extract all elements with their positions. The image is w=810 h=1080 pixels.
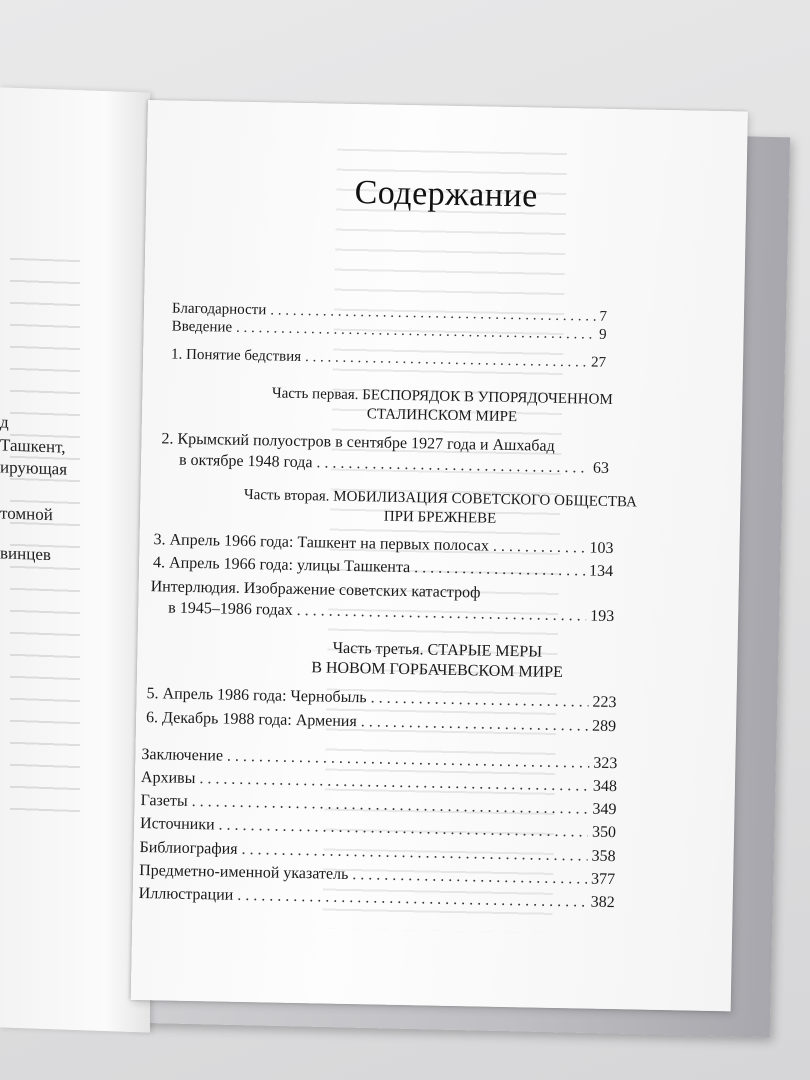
page-title: Содержание	[354, 173, 539, 215]
toc-entry-page: 9	[598, 326, 607, 343]
toc-entry-label: Библиография	[139, 838, 238, 858]
toc-entry-label-continued: в октябре 1948 года	[178, 451, 313, 472]
toc-entry-page: 289	[591, 717, 617, 736]
dot-leader	[305, 349, 587, 371]
toc-entry-page: 223	[592, 693, 617, 712]
toc-entry-label: Иллюстрации	[138, 884, 234, 904]
toc-entry	[171, 346, 606, 371]
toc-entry-label-continued: в 1945–1986 годах	[168, 599, 293, 619]
toc-entry	[140, 815, 616, 842]
toc-entry-page: 193	[590, 607, 615, 626]
toc-entry-page: 348	[592, 777, 618, 796]
toc-entry-label: Предметно-именной указатель	[139, 861, 349, 883]
contents-page	[131, 100, 748, 1011]
toc-entry-label: 2. Крымский полуостров в сентябре 1927 года и Ашхабад	[161, 430, 555, 455]
toc-entry-label: Архивы	[140, 768, 196, 788]
toc-entry-page: 63	[592, 459, 610, 477]
dot-leader	[493, 538, 586, 558]
dot-leader	[227, 748, 590, 773]
part-heading: Часть вторая. МОБИЛИЗАЦИЯ СОВЕТСКОГО ОБЩЕСТВА ПРИ БРЕЖНЕВЕ	[243, 486, 638, 527]
toc-entry-page: 382	[590, 893, 615, 912]
left-fragment: томной	[0, 503, 53, 525]
toc-entry-page: 7	[599, 308, 608, 325]
dot-leader	[361, 713, 589, 735]
toc-entry-page: 103	[589, 539, 614, 558]
left-page-bleed-through	[10, 258, 80, 820]
toc-entry-page: 377	[590, 870, 616, 889]
left-fragment: винцев	[0, 543, 51, 565]
table-of-contents	[131, 100, 748, 1011]
dot-leader	[218, 816, 588, 841]
toc-entry-label: 4. Апрель 1966 года: улицы Ташкента	[152, 554, 411, 577]
toc-entry-label: Газеты	[140, 791, 188, 810]
toc-entry-page: 323	[593, 754, 618, 773]
toc-entry-page: 134	[588, 562, 614, 581]
toc-entry-label: 6. Декабрь 1988 года: Армения	[145, 709, 357, 731]
toc-entry-page: 349	[592, 800, 617, 819]
toc-entry-page: 350	[591, 823, 617, 842]
toc-entry	[139, 885, 615, 912]
dot-leader	[241, 841, 587, 866]
dot-leader	[352, 866, 587, 889]
dot-leader	[191, 793, 588, 819]
dot-leader	[199, 770, 589, 795]
toc-entry-page: 358	[591, 847, 616, 866]
toc-entry	[153, 554, 613, 581]
part-heading: Часть первая. БЕСПОРЯДОК В УПОРЯДОЧЕННОМ СТАЛИНСКОМ МИРЕ	[271, 385, 613, 425]
dot-leader	[237, 887, 587, 912]
left-fragment: ирующая	[0, 457, 68, 479]
toc-entry-page: 27	[590, 354, 607, 371]
dot-leader	[371, 689, 589, 711]
part-heading: Часть третья. СТАРЫЕ МЕРЫ В НОВОМ ГОРБАЧЕВСКОМ МИРЕ	[311, 639, 564, 682]
left-page	[0, 87, 150, 1032]
toc-entry	[146, 685, 616, 712]
dot-leader	[297, 602, 587, 626]
toc-entry-label: Источники	[139, 814, 215, 834]
toc-entry	[140, 792, 616, 819]
toc-entry-label: Заключение	[141, 745, 224, 765]
toc-entry	[168, 599, 614, 626]
toc-entry-label: Интерлюдия. Изображение советских катастроф	[150, 578, 481, 602]
toc-entry	[141, 746, 617, 773]
toc-entry	[153, 531, 613, 558]
toc-entry	[139, 839, 615, 866]
dot-leader	[316, 454, 589, 477]
toc-entry-label: 5. Апрель 1986 года: Чернобыль	[146, 685, 367, 707]
toc-entry	[146, 709, 616, 736]
toc-entry-label: 3. Апрель 1966 года: Ташкент на первых полосах	[153, 531, 490, 555]
left-fragment: Ташкент,	[0, 435, 66, 457]
dot-leader	[414, 559, 585, 580]
left-fragment: д	[0, 412, 9, 432]
toc-entry	[139, 862, 615, 889]
toc-entry-label: Благодарности	[171, 300, 267, 319]
toc-entry-label: 1. Понятие бедствия	[170, 346, 302, 365]
toc-entry-label: Введение	[171, 318, 233, 336]
toc-entry	[141, 769, 617, 796]
